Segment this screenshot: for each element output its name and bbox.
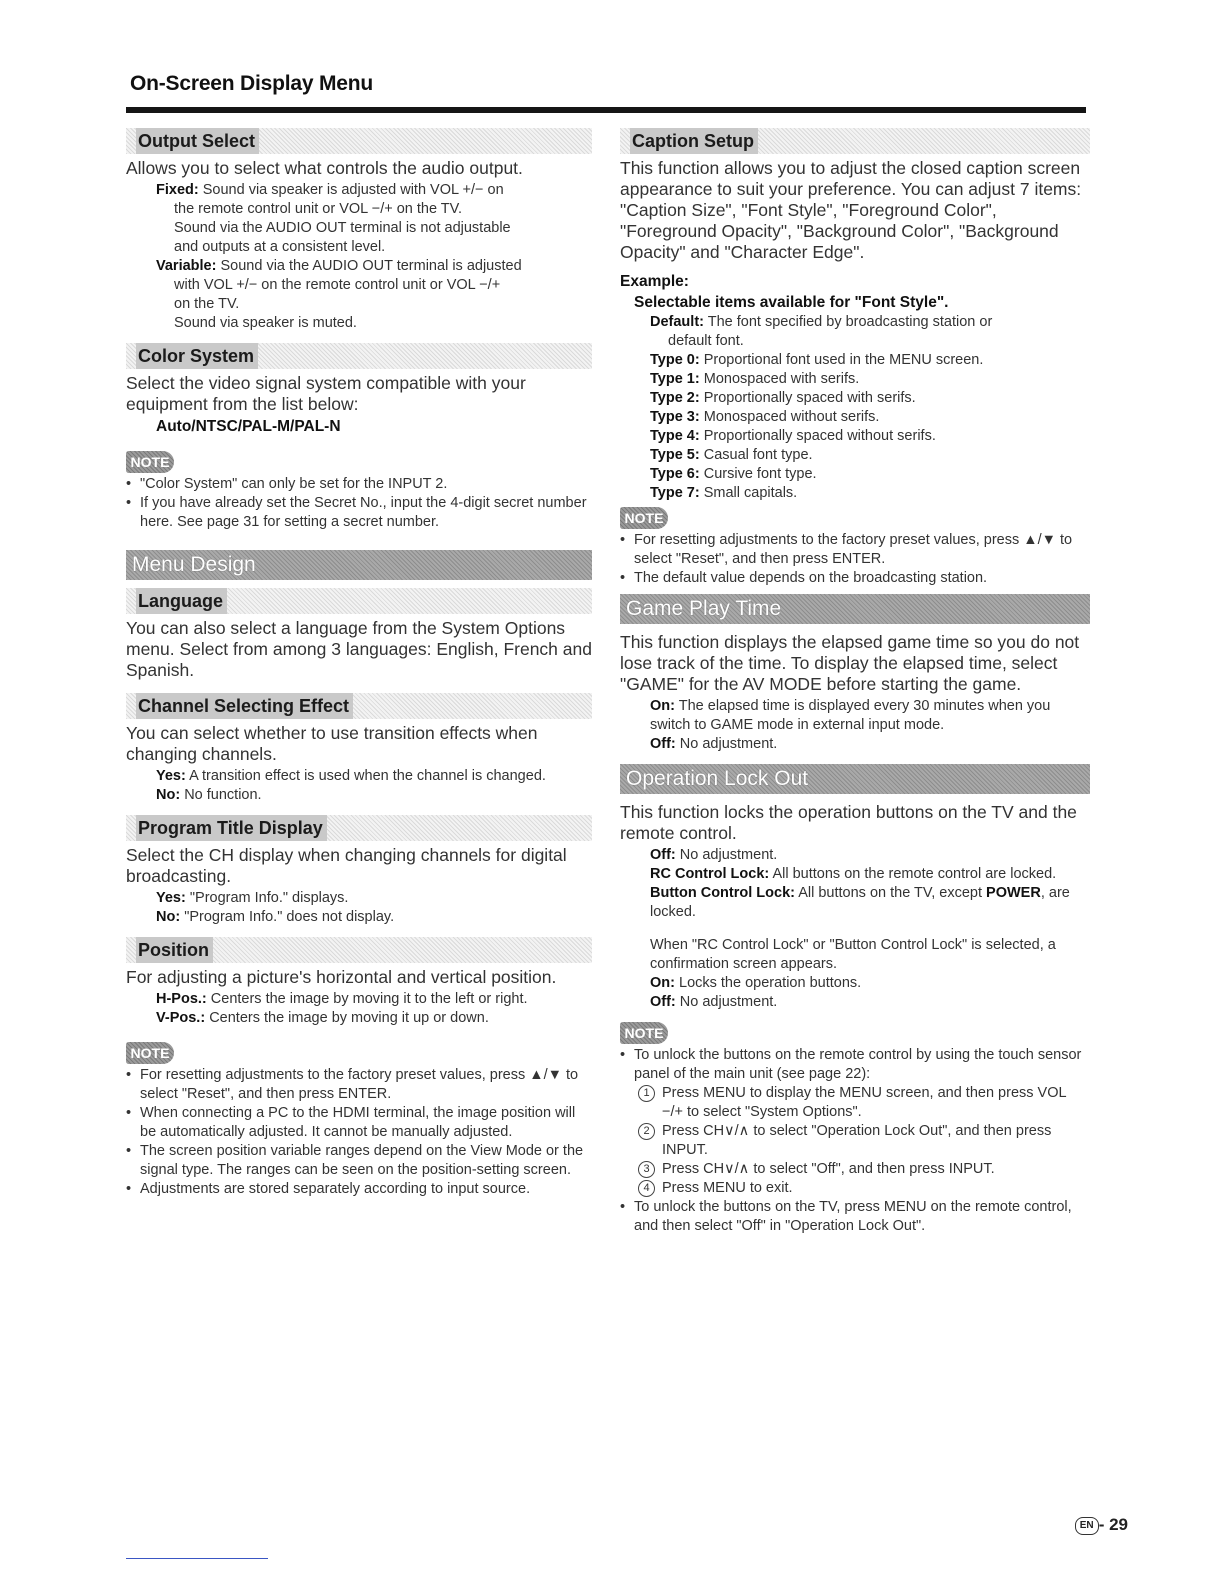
note-list (620, 531, 1090, 588)
font-item: Type 5: Casual font type. (650, 447, 813, 463)
confirm-text: When "RC Control Lock" or "Button Control Lock" is selected, a confirmation screen appears. (650, 937, 1056, 972)
option-on: On: Locks the operation buttons. (650, 975, 862, 991)
note-item: • To unlock the buttons on the TV, press MENU on the remote control, and then select "Off" in "Operation Lock Out". (620, 1198, 1090, 1236)
option-vpos: V-Pos.: Centers the image by moving it up or down. (156, 1010, 489, 1026)
section-heading: Caption Setup (630, 128, 758, 154)
language-badge: EN (1075, 1517, 1099, 1535)
section-heading: Position (136, 937, 213, 963)
section-intro: For adjusting a picture's horizontal and vertical position. (126, 967, 557, 987)
step-item: 1 Press MENU to display the MENU screen, and then press VOL −/+ to select "System Options". (638, 1084, 1090, 1122)
font-item: Type 4: Proportionally spaced without serifs. (650, 428, 936, 444)
step-item: 2 Press CH∨/∧ to select "Operation Lock Out", and then press INPUT. (638, 1122, 1090, 1160)
note-item: • To unlock the buttons on the remote control by using the touch sensor panel of the main unit (see page 22): (620, 1046, 1090, 1084)
option-yes: Yes: A transition effect is used when the channel is changed. (156, 768, 546, 784)
note-badge: NOTE (126, 1042, 174, 1064)
page-title: On-Screen Display Menu (130, 72, 373, 95)
section-heading: Language (136, 588, 227, 614)
title-rule (126, 107, 1086, 113)
note-item: • When connecting a PC to the HDMI terminal, the image position will be automatically adjusted. It cannot be manually adjusted. (126, 1104, 592, 1142)
option-text: with VOL +/− on the remote control unit or VOL −/+ (174, 277, 501, 293)
section-heading: Channel Selecting Effect (136, 693, 353, 719)
section-heading: Program Title Display (136, 815, 327, 841)
option-off: Off: No adjustment. (650, 847, 778, 863)
font-item: Type 0: Proportional font used in the MENU screen. (650, 352, 984, 368)
step-item: 4 Press MENU to exit. (638, 1179, 1090, 1198)
option-yes: Yes: "Program Info." displays. (156, 890, 349, 906)
option-variable: Variable: Sound via the AUDIO OUT terminal is adjusted (156, 258, 522, 274)
font-item: Type 1: Monospaced with serifs. (650, 371, 860, 387)
bar-heading: Operation Lock Out (626, 767, 809, 790)
option-no: No: "Program Info." does not display. (156, 909, 395, 925)
section-intro: You can select whether to use transition effects when changing channels. (126, 723, 538, 764)
section-intro: This function locks the operation buttons on the TV and the remote control. (620, 802, 1077, 843)
section-bar-game-play-time (620, 594, 1090, 624)
section-intro: Allows you to select what controls the audio output. (126, 158, 523, 178)
example-title: Example: (620, 273, 689, 290)
option-rc-lock: RC Control Lock: All buttons on the remote control are locked. (650, 866, 1057, 882)
section-intro: This function displays the elapsed game time so you do not lose track of the time. To display the elapsed time, select "GAME" for the AV MODE before starting the game. (620, 632, 1080, 694)
example-subtitle: Selectable items available for "Font Style". (634, 294, 949, 311)
note-badge: NOTE (126, 451, 174, 473)
bar-heading: Menu Design (132, 553, 256, 576)
option-fixed: Fixed: Sound via speaker is adjusted with VOL +/− on (156, 182, 504, 198)
option-no: No: No function. (156, 787, 262, 803)
option-text: Sound via speaker is muted. (174, 315, 357, 331)
font-item: Default: The font specified by broadcasting station or (650, 314, 993, 330)
section-channel-effect (126, 693, 592, 719)
section-bar-operation-lock (620, 764, 1090, 794)
note-badge: NOTE (620, 507, 668, 529)
option-text: and outputs at a consistent level. (174, 239, 386, 255)
note-badge: NOTE (620, 1022, 668, 1044)
footer-rule (126, 1558, 268, 1559)
section-heading: Color System (136, 343, 258, 369)
system-options: Auto/NTSC/PAL-M/PAL-N (156, 418, 341, 435)
bar-heading: Game Play Time (626, 597, 782, 620)
note-list (126, 1066, 592, 1199)
section-language (126, 588, 592, 614)
section-color-system (126, 343, 592, 369)
section-intro: You can also select a language from the System Options menu. Select from among 3 languages: English, French and Spanish. (126, 618, 592, 680)
note-list (126, 475, 592, 532)
option-button-lock: Button Control Lock: All buttons on the TV, except POWER, are locked. (650, 885, 1070, 920)
page-number: EN - 29 (1075, 1515, 1128, 1535)
section-caption-setup (620, 128, 1090, 154)
option-text: on the TV. (174, 296, 240, 312)
option-off: Off: No adjustment. (650, 994, 778, 1010)
note-list (620, 1046, 1090, 1084)
section-bar-menu-design (126, 550, 592, 580)
font-item: Type 7: Small capitals. (650, 485, 798, 501)
right-column (620, 128, 1090, 1236)
font-item: Type 3: Monospaced without serifs. (650, 409, 880, 425)
option-text: the remote control unit or VOL −/+ on the TV. (174, 201, 463, 217)
option-on: On: The elapsed time is displayed every 30 minutes when you switch to GAME mode in external input mode. (650, 698, 1051, 733)
option-off: Off: No adjustment. (650, 736, 778, 752)
note-item: • The default value depends on the broadcasting station. (620, 569, 1090, 588)
option-text: Sound via the AUDIO OUT terminal is not adjustable (174, 220, 511, 236)
font-item: Type 2: Proportionally spaced with serifs. (650, 390, 916, 406)
font-item: Type 6: Cursive font type. (650, 466, 817, 482)
section-program-title (126, 815, 592, 841)
font-item-cont: default font. (668, 333, 744, 349)
option-hpos: H-Pos.: Centers the image by moving it to the left or right. (156, 991, 528, 1007)
section-intro: Select the video signal system compatible with your equipment from the list below: (126, 373, 526, 414)
note-item: • For resetting adjustments to the factory preset values, press ▲/▼ to select "Reset", and then press ENTER. (126, 1066, 592, 1104)
section-intro: This function allows you to adjust the closed caption screen appearance to suit your preference. You can adjust 7 items: "Caption Size", "Font Style", "Foreground Color", "Foreground Opacity", "Background Color", "Background Opacity" and "Character Edge". (620, 158, 1082, 262)
step-list (620, 1084, 1090, 1198)
section-position (126, 937, 592, 963)
note-item: • "Color System" can only be set for the INPUT 2. (126, 475, 592, 494)
section-heading: Output Select (136, 128, 259, 154)
step-item: 3 Press CH∨/∧ to select "Off", and then press INPUT. (638, 1160, 1090, 1179)
section-intro: Select the CH display when changing channels for digital broadcasting. (126, 845, 567, 886)
note-item: • For resetting adjustments to the factory preset values, press ▲/▼ to select "Reset", and then press ENTER. (620, 531, 1090, 569)
note-list (620, 1198, 1090, 1236)
section-output-select (126, 128, 592, 154)
note-item: • Adjustments are stored separately according to input source. (126, 1180, 592, 1199)
left-column (126, 128, 592, 1199)
note-item: • If you have already set the Secret No., input the 4-digit secret number here. See page 31 for setting a secret number. (126, 494, 592, 532)
note-item: • The screen position variable ranges depend on the View Mode or the signal type. The ranges can be seen on the position-setting screen. (126, 1142, 592, 1180)
